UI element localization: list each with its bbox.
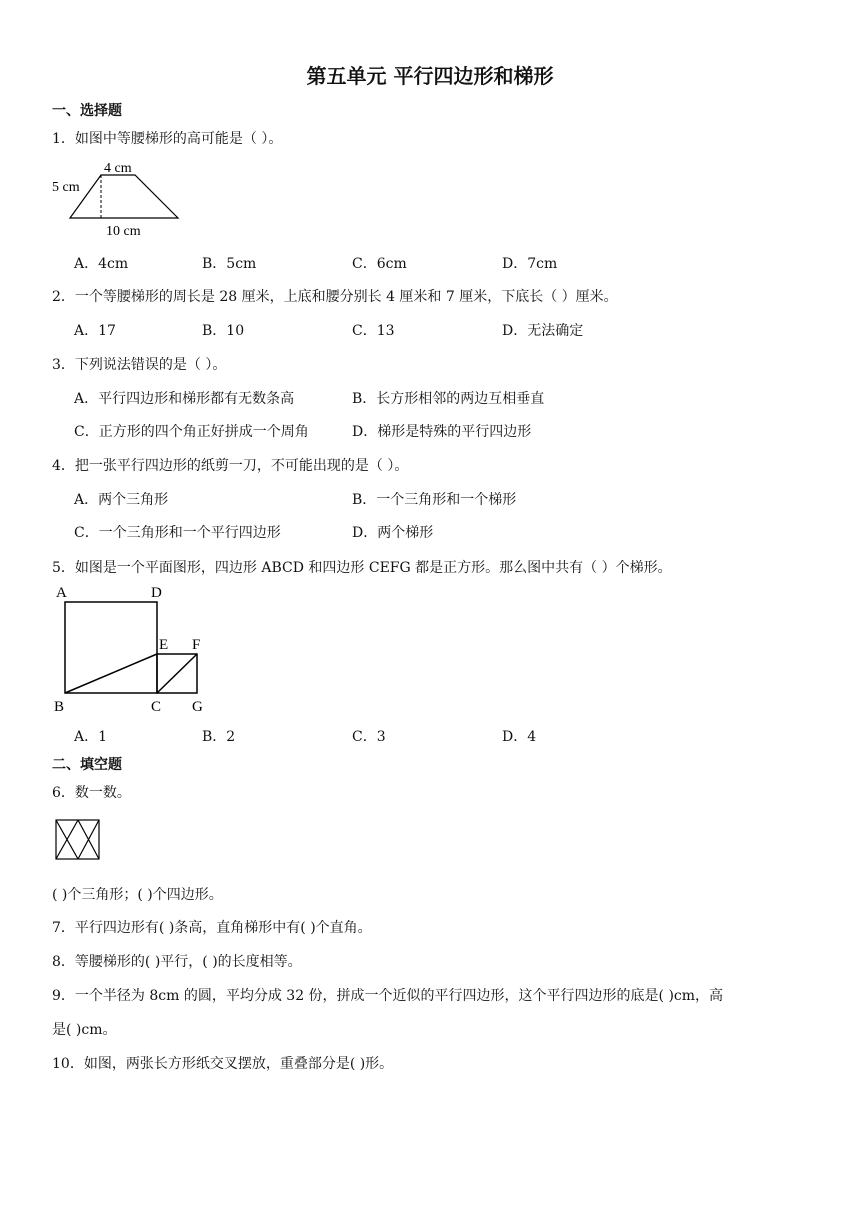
q1-option-c: C．6cm (352, 256, 407, 272)
q4-option-d: D．两个梯形 (352, 525, 434, 541)
q5-label-b: B (54, 699, 65, 715)
q4-option-c: C．一个三角形和一个平行四边形 (74, 525, 281, 541)
q5-option-a: A．1 (74, 729, 108, 745)
q5-label-e: E (159, 637, 169, 653)
q1-option-d: D．7cm (502, 256, 558, 272)
q5-option-d: D．4 (502, 729, 537, 745)
q3-option-b: B．长方形相邻的两边互相垂直 (352, 391, 545, 407)
q2-option-a: A．17 (74, 323, 116, 339)
q1-option-b: B．5cm (202, 256, 257, 272)
question-6-answer-line: ( )个三角形；( )个四边形。 (52, 887, 223, 903)
section-choice-heading: 一、选择题 (52, 103, 122, 119)
q1-trapezoid-figure (50, 158, 190, 240)
question-4-text: 4．把一张平行四边形的纸剪一刀，不可能出现的是（ ）。 (52, 458, 409, 474)
q6-triangles-figure (54, 818, 102, 862)
q1-label-bottom: 10 cm (106, 224, 141, 239)
line-cf (157, 654, 197, 693)
q3-option-a: A．平行四边形和梯形都有无数条高 (74, 391, 295, 407)
trapezoid-shape (70, 175, 178, 218)
line-be (65, 654, 157, 693)
question-8-text: 8．等腰梯形的( )平行，( )的长度相等。 (52, 954, 302, 970)
question-7-text: 7．平行四边形有( )条高，直角梯形中有( )个直角。 (52, 920, 372, 936)
q3-option-d: D．梯形是特殊的平行四边形 (352, 424, 532, 440)
question-3-text: 3．下列说法错误的是（ ）。 (52, 357, 227, 373)
q1-option-a: A．4cm (74, 256, 129, 272)
page-title: 第五单元 平行四边形和梯形 (306, 64, 554, 88)
question-2-text: 2．一个等腰梯形的周长是 28 厘米，上底和腰分别长 4 厘米和 7 厘米，下底长（ ）厘米。 (52, 289, 618, 305)
q5-label-c: C (151, 699, 162, 715)
question-10-text: 10．如图，两张长方形纸交叉摆放，重叠部分是( )形。 (52, 1056, 394, 1072)
q1-label-side: 5 cm (52, 180, 80, 195)
question-9-line-1: 9．一个半径为 8cm 的圆，平均分成 32 份，拼成一个近似的平行四边形，这个平行四边形的底是( )cm，高 (52, 988, 724, 1004)
question-5-text: 5．如图是一个平面图形，四边形 ABCD 和四边形 CEFG 都是正方形。那么图中共有（ ）个梯形。 (52, 560, 672, 576)
question-9-line-2: 是( )cm。 (52, 1022, 117, 1038)
q5-option-c: C．3 (352, 729, 386, 745)
q5-option-b: B．2 (202, 729, 236, 745)
q2-option-c: C．13 (352, 323, 395, 339)
q4-option-b: B．一个三角形和一个梯形 (352, 492, 517, 508)
q2-option-b: B．10 (202, 323, 245, 339)
q5-squares-figure (52, 582, 217, 716)
q3-option-c: C．正方形的四个角正好拼成一个周角 (74, 424, 309, 440)
question-1-text: 1．如图中等腰梯形的高可能是（ ）。 (52, 131, 283, 147)
square-abcd (65, 602, 157, 693)
q2-option-d: D．无法确定 (502, 323, 584, 339)
q4-option-a: A．两个三角形 (74, 492, 169, 508)
q1-label-top: 4 cm (104, 161, 132, 176)
q5-label-f: F (192, 637, 201, 653)
section-fill-heading: 二、填空题 (52, 757, 122, 773)
q5-label-d: D (151, 585, 162, 601)
q5-label-a: A (56, 585, 67, 601)
figure-frame (56, 820, 99, 859)
question-6-text: 6．数一数。 (52, 785, 131, 801)
q5-label-g: G (192, 699, 203, 715)
